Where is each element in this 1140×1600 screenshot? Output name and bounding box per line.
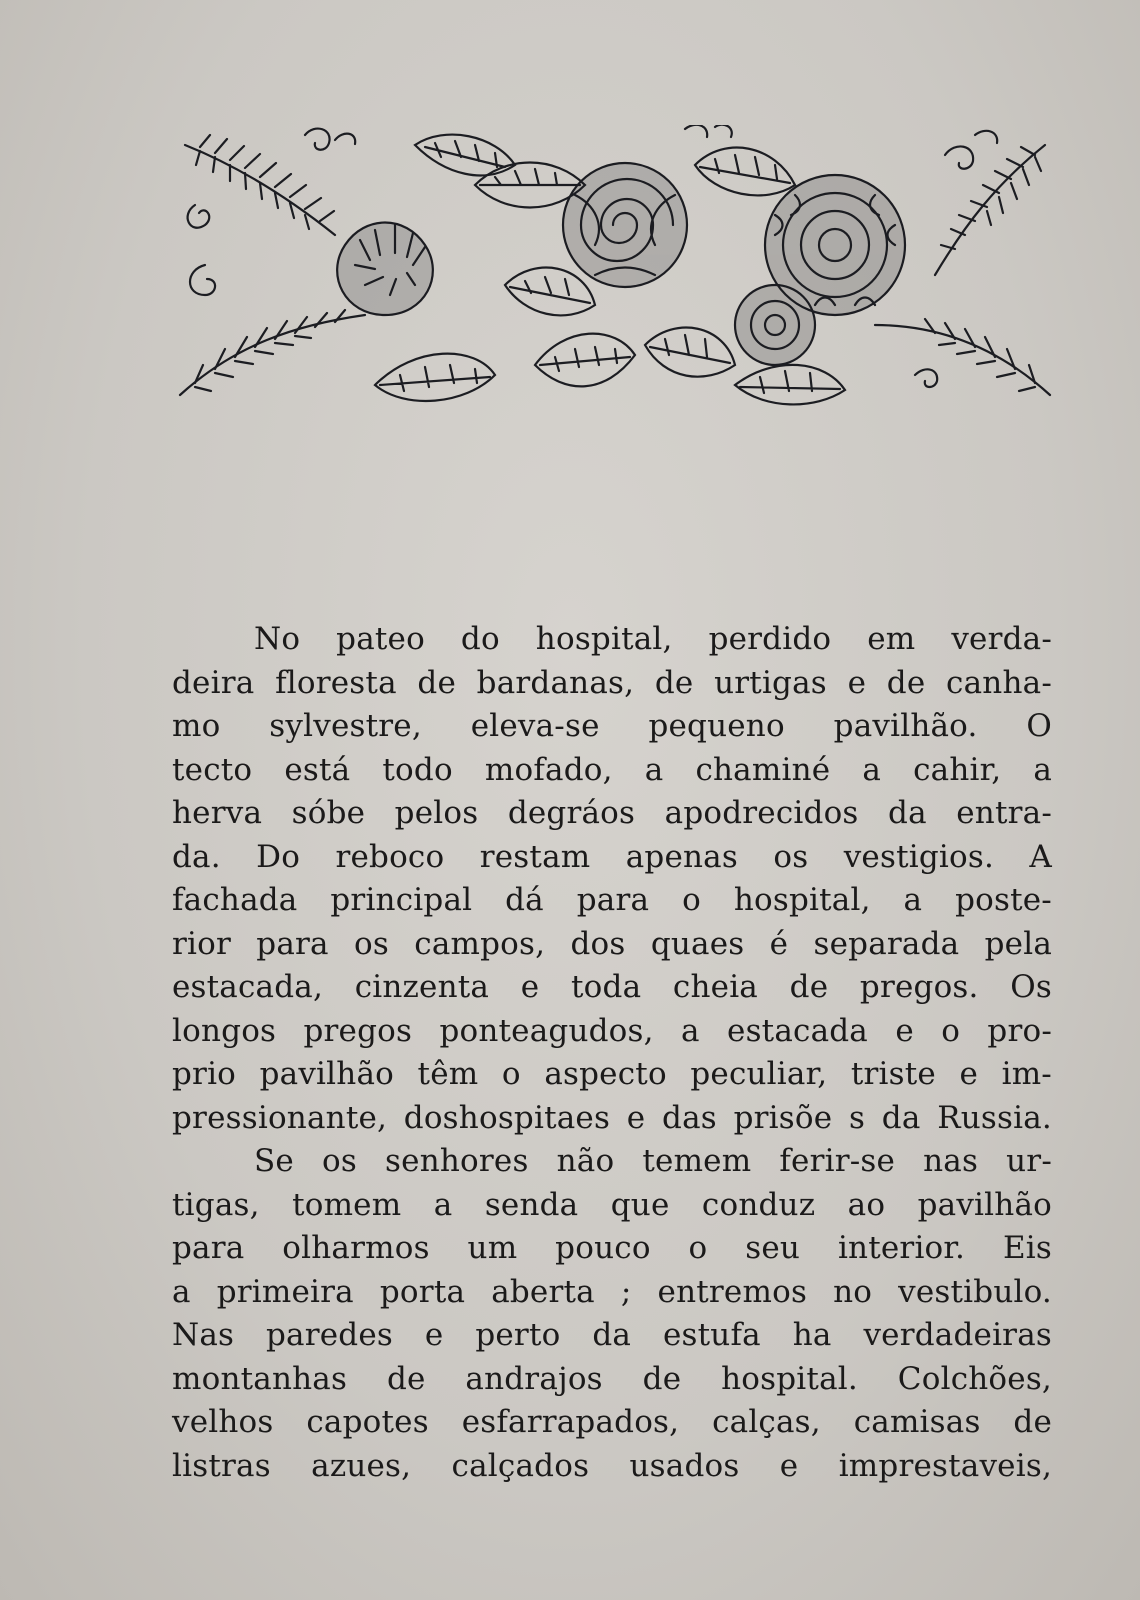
- text-line: No pateo do hospital, perdido em verda-: [254, 621, 1052, 657]
- text-line: prio pavilhão têm o aspecto peculiar, triste e im-: [172, 1056, 1052, 1092]
- text-line: tecto está todo mofado, a chaminé a cahir, a: [172, 751, 1052, 788]
- text-line: rior para os campos, dos quaes é separada pela: [172, 925, 1052, 962]
- text-line: para olharmos um pouco o seu interior. Eis: [172, 1230, 1052, 1266]
- text-line: Nas paredes e perto da estufa ha verdadeiras: [172, 1317, 1052, 1353]
- text-line: Se os senhores não temem ferir-se nas ur-: [254, 1143, 1052, 1179]
- text-line: tigas, tomem a senda que conduz ao pavilhão: [172, 1186, 1052, 1223]
- text-line: fachada principal dá para o hospital, a poste-: [172, 882, 1052, 918]
- text-line: longos pregos ponteagudos, a estacada e o pro-: [172, 1012, 1052, 1049]
- text-line: a primeira porta aberta ; entremos no vestibulo.: [172, 1273, 1052, 1310]
- text-line: velhos capotes esfarrapados, calças, camisas de: [172, 1404, 1052, 1440]
- text-line: mo sylvestre, eleva-se pequeno pavilhão. O: [172, 708, 1052, 744]
- text-line: montanhas de andrajos de hospital. Colchões,: [172, 1360, 1052, 1397]
- text-line: herva sóbe pelos degráos apodrecidos da entra-: [172, 795, 1052, 831]
- text-line: da. Do reboco restam apenas os vestigios. A: [172, 838, 1052, 875]
- text-line: listras azues, calçados usados e imprestaveis,: [172, 1447, 1052, 1484]
- text-line: pressionante, doshospitaes e das prisõe s da Russia.: [172, 1099, 1052, 1136]
- body-text: [172, 618, 1052, 1488]
- floral-garland-icon: [175, 125, 1055, 410]
- text-line: estacada, cinzenta e toda cheia de pregos. Os: [172, 969, 1052, 1005]
- text-line: deira floresta de bardanas, de urtigas e de canha-: [172, 664, 1052, 701]
